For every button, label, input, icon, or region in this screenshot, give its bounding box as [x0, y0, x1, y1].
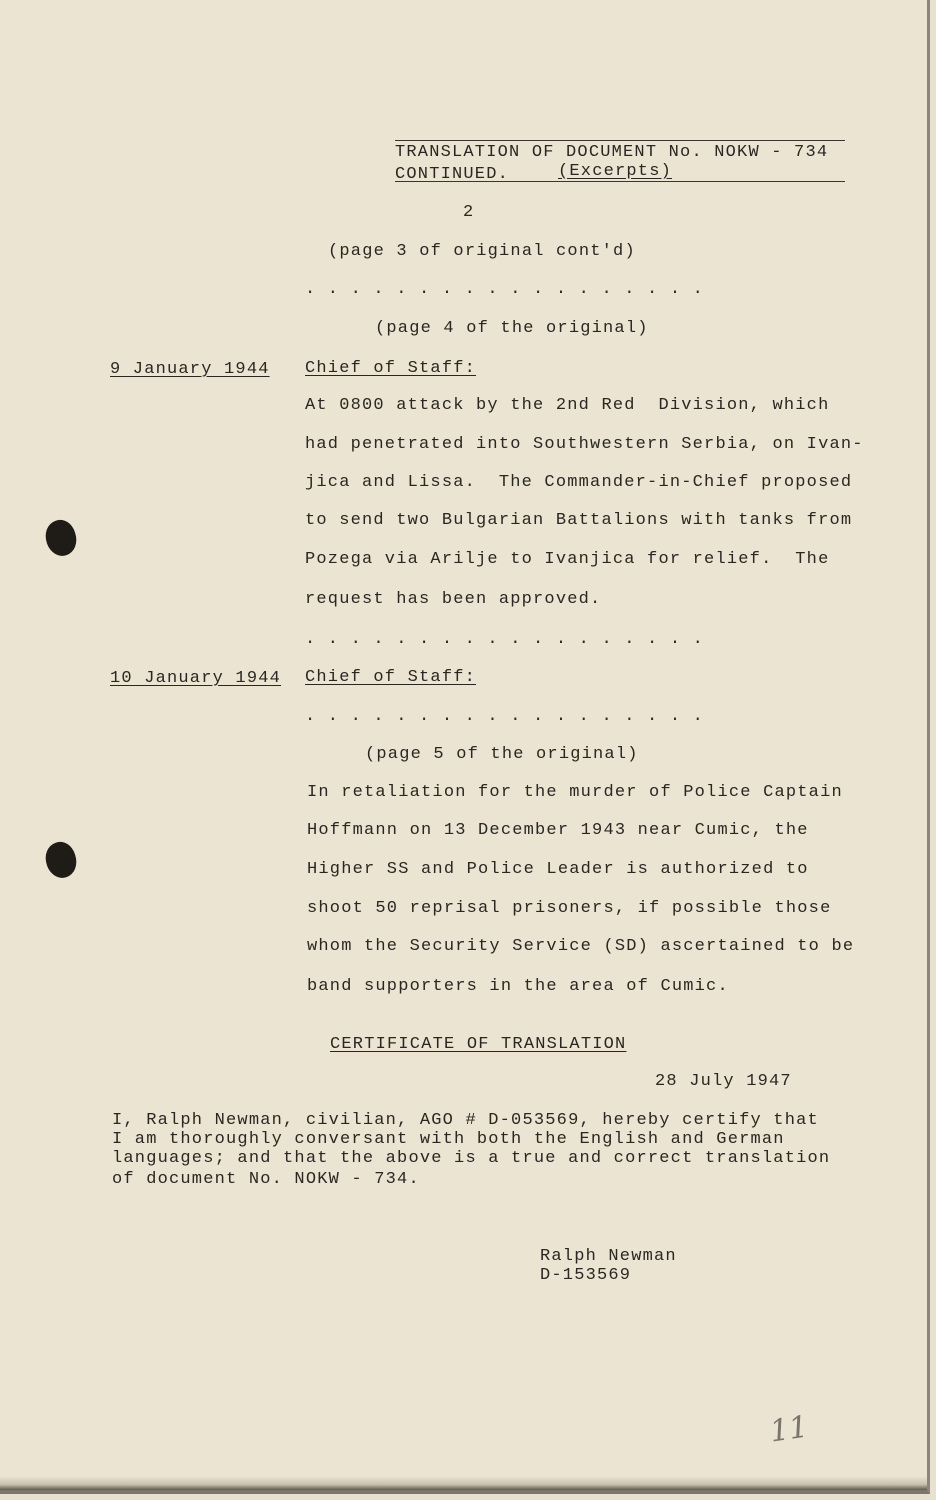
- page5-note: (page 5 of the original): [365, 745, 639, 764]
- signer-name: Ralph Newman: [540, 1247, 677, 1266]
- entry2-line-2: Hoffmann on 13 December 1943 near Cumic, the: [307, 821, 809, 840]
- page-bottom-edge: [0, 1476, 927, 1490]
- page3-note: (page 3 of original cont'd): [328, 242, 636, 261]
- certificate-line-1: I, Ralph Newman, civilian, AGO # D-053569, hereby certify that: [112, 1111, 819, 1130]
- entry1-line-5: Pozega via Arilje to Ivanjica for relief. The: [305, 550, 830, 569]
- entry1-line-3: jica and Lissa. The Commander-in-Chief proposed: [305, 473, 853, 492]
- ellipsis-row-1: . . . . . . . . . . . . . . . . . .: [305, 280, 705, 299]
- header-continued: CONTINUED.: [395, 165, 510, 184]
- header-title: TRANSLATION OF DOCUMENT No. NOKW - 734: [395, 143, 829, 162]
- entry1-line-1: At 0800 attack by the 2nd Red Division, which: [305, 396, 830, 415]
- header-top-rule: [395, 140, 845, 141]
- entry1-line-2: had penetrated into Southwestern Serbia, on Ivan-: [305, 435, 864, 454]
- header-excerpts: (Excerpts): [558, 162, 673, 181]
- entry2-line-6: band supporters in the area of Cumic.: [307, 977, 729, 996]
- page4-note: (page 4 of the original): [375, 319, 649, 338]
- entry1-heading: Chief of Staff:: [305, 359, 477, 378]
- entry2-line-3: Higher SS and Police Leader is authorized to: [307, 860, 809, 879]
- entry2-heading: Chief of Staff:: [305, 668, 477, 687]
- punch-hole-top: [41, 516, 81, 560]
- certificate-line-3: languages; and that the above is a true and correct translation: [112, 1149, 831, 1168]
- certificate-line-2: I am thoroughly conversant with both the English and German: [112, 1130, 785, 1149]
- punch-hole-bottom: [41, 838, 81, 882]
- page-number: 2: [463, 203, 475, 222]
- certificate-date: 28 July 1947: [655, 1072, 792, 1091]
- entry1-line-4: to send two Bulgarian Battalions with tanks from: [305, 511, 853, 530]
- certificate-line-4: of document No. NOKW - 734.: [112, 1170, 420, 1189]
- entry2-line-4: shoot 50 reprisal prisoners, if possible those: [307, 899, 832, 918]
- entry2-date: 10 January 1944: [110, 669, 282, 688]
- handwritten-page-mark: 11: [767, 1409, 811, 1450]
- signer-id: D-153569: [540, 1266, 632, 1285]
- entry1-date: 9 January 1944: [110, 360, 270, 379]
- header-bottom-rule: [395, 181, 845, 182]
- entry2-line-5: whom the Security Service (SD) ascertained to be: [307, 937, 855, 956]
- ellipsis-row-3: . . . . . . . . . . . . . . . . . .: [305, 707, 705, 726]
- ellipsis-row-2: . . . . . . . . . . . . . . . . . .: [305, 630, 705, 649]
- entry2-line-1: In retaliation for the murder of Police Captain: [307, 783, 843, 802]
- certificate-title: CERTIFICATE OF TRANSLATION: [330, 1035, 627, 1054]
- entry1-line-6: request has been approved.: [305, 590, 602, 609]
